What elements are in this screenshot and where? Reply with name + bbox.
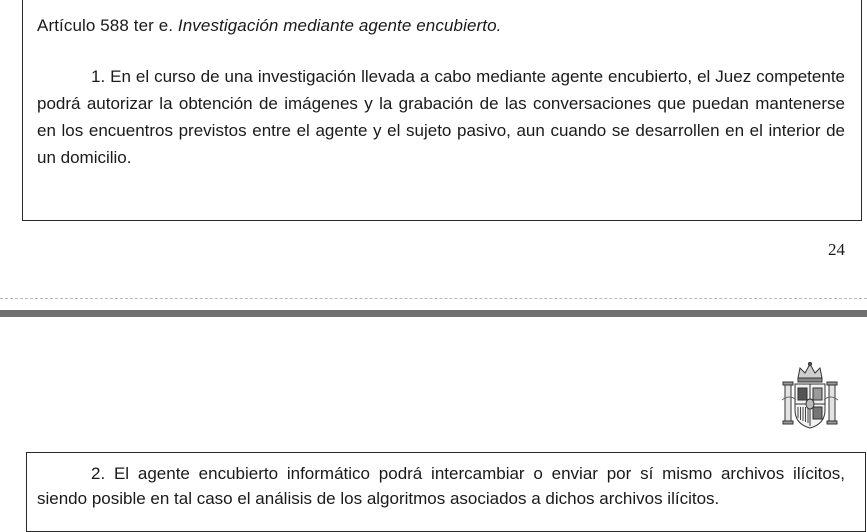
- article-heading: [37, 16, 501, 36]
- page-separator: [0, 310, 867, 317]
- article-paragraph-1: 1. En el curso de una investigación llevada a cabo mediante agente encubierto, el Juez competente podrá autorizar la obtención de imágenes y la grabación de las conversaciones que puedan mantenerse en los encuentros previstos entre el agente y el sujeto pasivo, aun cuando se desarrollen en el interior de un domicilio.: [37, 67, 845, 167]
- article-number: Artículo 588 ter e.: [37, 16, 174, 35]
- article-title: Investigación mediante agente encubierto.: [177, 16, 502, 35]
- article-paragraph-2: 2. El agente encubierto informático podrá intercambiar o enviar por sí mismo archivos ilícitos, siendo posible en tal caso el análisis de los algoritmos asociados a dichos archivos ilícitos.: [37, 464, 845, 508]
- page-number: 24: [828, 240, 845, 259]
- page-edge-line: [0, 298, 867, 299]
- article-box-top: [22, 0, 862, 221]
- article-box-bottom: [26, 452, 866, 532]
- spain-coat-of-arms-icon: [780, 360, 840, 432]
